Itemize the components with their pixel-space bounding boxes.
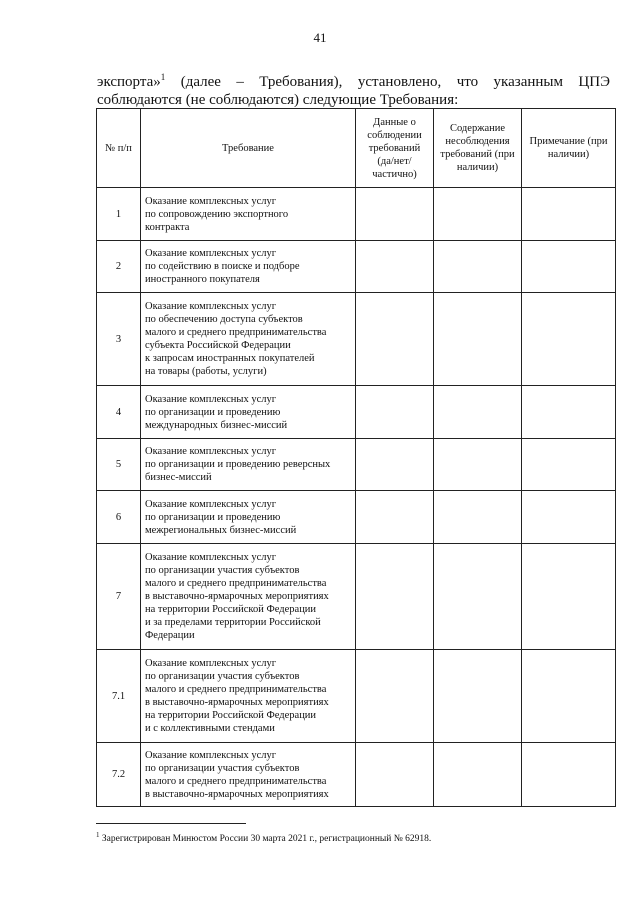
footnote-divider <box>96 823 246 824</box>
note-cell[interactable] <box>522 188 616 241</box>
requirement-line: субъекта Российской Федерации <box>145 340 291 351</box>
requirement-line: Оказание комплексных услуг <box>145 195 277 207</box>
requirement-line: на территории Российской Федерации <box>145 604 317 615</box>
footnote-mark: 1 <box>96 831 100 839</box>
requirement-line: Оказание комплексных услуг <box>145 301 277 312</box>
table-row <box>97 743 616 807</box>
requirement-line: на товары (работы, услуги) <box>145 366 267 377</box>
requirement-line: контракта <box>145 221 190 233</box>
intro-line-1 <box>97 68 610 91</box>
requirements-table <box>96 108 616 807</box>
requirement-line: малого и среднего предпринимательства <box>145 327 327 338</box>
compliance-data-cell[interactable] <box>356 743 434 807</box>
compliance-data-cell[interactable] <box>356 650 434 743</box>
requirement-line: межрегиональных бизнес-миссий <box>145 524 297 536</box>
intro-text-rest: (далее – Требования), установлено, что указанным ЦПЭ <box>165 74 610 90</box>
noncompliance-content-cell[interactable] <box>434 491 522 544</box>
noncompliance-content-cell[interactable] <box>434 439 522 491</box>
requirement-line: Оказание комплексных услуг <box>145 552 277 563</box>
note-cell[interactable] <box>522 439 616 491</box>
requirement-line: по организации участия субъектов <box>145 762 300 774</box>
noncompliance-content-cell[interactable] <box>434 386 522 439</box>
row-number: 7 <box>97 544 141 650</box>
noncompliance-content-cell[interactable] <box>434 188 522 241</box>
page-number: 41 <box>313 30 327 45</box>
noncompliance-content-cell[interactable] <box>434 743 522 807</box>
footnote-text: Зарегистрирован Минюстом России 30 марта 2021 г., регистрационный № 62918. <box>99 834 432 845</box>
requirement-cell <box>141 241 356 293</box>
requirement-line: по организации и проведению <box>145 511 281 523</box>
requirement-line: к запросам иностранных покупателей <box>145 353 315 364</box>
note-cell[interactable] <box>522 544 616 650</box>
table-row <box>97 650 616 743</box>
table-row <box>97 293 616 386</box>
requirement-line: по организации и проведению <box>145 406 281 418</box>
note-cell[interactable] <box>522 650 616 743</box>
table-row <box>97 386 616 439</box>
note-cell[interactable] <box>522 386 616 439</box>
table-row <box>97 544 616 650</box>
requirement-line: в выставочно-ярмарочных мероприятиях <box>145 788 329 800</box>
header-compliance-data: Данные о соблюдении требований (да/нет/ частично) <box>356 109 434 188</box>
noncompliance-content-cell[interactable] <box>434 544 522 650</box>
requirement-cell <box>141 293 356 386</box>
note-cell[interactable] <box>522 743 616 807</box>
requirement-cell <box>141 439 356 491</box>
requirement-cell <box>141 544 356 650</box>
requirement-line: и за пределами территории Российской <box>145 617 321 628</box>
table-row <box>97 439 616 491</box>
requirement-line: малого и среднего предпринимательства <box>145 775 327 787</box>
table-row <box>97 188 616 241</box>
header-requirement: Требование <box>141 109 356 188</box>
footnote-reference[interactable]: 1 <box>160 72 166 82</box>
compliance-data-cell[interactable] <box>356 188 434 241</box>
requirement-line: Оказание комплексных услуг <box>145 393 277 405</box>
header-note: Примечание (при наличии) <box>522 109 616 188</box>
table-header-row <box>97 109 616 188</box>
row-number: 5 <box>97 439 141 491</box>
row-number: 6 <box>97 491 141 544</box>
compliance-data-cell[interactable] <box>356 293 434 386</box>
header-noncompliance-content: Содержание несоблюдения требований (при наличии) <box>434 109 522 188</box>
requirement-line: по организации и проведению реверсных <box>145 459 331 470</box>
requirement-line: Оказание комплексных услуг <box>145 498 277 510</box>
noncompliance-content-cell[interactable] <box>434 293 522 386</box>
row-number: 7.2 <box>97 743 141 807</box>
note-cell[interactable] <box>522 491 616 544</box>
row-number: 7.1 <box>97 650 141 743</box>
table-row <box>97 241 616 293</box>
requirement-line: Оказание комплексных услуг <box>145 248 277 259</box>
requirement-line: по сопровождению экспортного <box>145 208 289 220</box>
requirement-line: Оказание комплексных услуг <box>145 446 277 457</box>
requirement-cell <box>141 491 356 544</box>
footnote <box>96 831 431 844</box>
requirement-line: малого и среднего предпринимательства <box>145 578 327 589</box>
requirement-line: бизнес-миссий <box>145 472 212 483</box>
requirement-cell <box>141 188 356 241</box>
compliance-data-cell[interactable] <box>356 386 434 439</box>
requirement-line: по содействию в поиске и подборе <box>145 261 300 272</box>
note-cell[interactable] <box>522 241 616 293</box>
requirement-line: Федерации <box>145 630 195 641</box>
noncompliance-content-cell[interactable] <box>434 650 522 743</box>
requirement-cell <box>141 650 356 743</box>
requirement-cell <box>141 743 356 807</box>
requirement-line: международных бизнес-миссий <box>145 419 288 431</box>
requirement-line: по обеспечению доступа субъектов <box>145 314 303 325</box>
requirement-line: иностранного покупателя <box>145 274 260 285</box>
requirement-line: Оказание комплексных услуг <box>145 658 277 669</box>
requirement-line: в выставочно-ярмарочных мероприятиях <box>145 591 329 602</box>
requirement-line: по организации участия субъектов <box>145 565 300 576</box>
requirement-cell <box>141 386 356 439</box>
compliance-data-cell[interactable] <box>356 241 434 293</box>
row-number: 1 <box>97 188 141 241</box>
compliance-data-cell[interactable] <box>356 491 434 544</box>
note-cell[interactable] <box>522 293 616 386</box>
requirement-line: и с коллективными стендами <box>145 723 275 734</box>
requirement-line: по организации участия субъектов <box>145 671 300 682</box>
row-number: 4 <box>97 386 141 439</box>
header-number: № п/п <box>97 109 141 188</box>
intro-paragraph <box>97 68 610 109</box>
row-number: 3 <box>97 293 141 386</box>
row-number: 2 <box>97 241 141 293</box>
requirement-line: в выставочно-ярмарочных мероприятиях <box>145 697 329 708</box>
intro-text-start: экспорта» <box>97 74 161 90</box>
intro-line-2: соблюдаются (не соблюдаются) следующие Требования: <box>97 92 459 108</box>
compliance-data-cell[interactable] <box>356 439 434 491</box>
table-row <box>97 491 616 544</box>
compliance-data-cell[interactable] <box>356 544 434 650</box>
requirement-line: на территории Российской Федерации <box>145 710 317 721</box>
requirement-line: Оказание комплексных услуг <box>145 749 277 761</box>
requirement-line: малого и среднего предпринимательства <box>145 684 327 695</box>
noncompliance-content-cell[interactable] <box>434 241 522 293</box>
